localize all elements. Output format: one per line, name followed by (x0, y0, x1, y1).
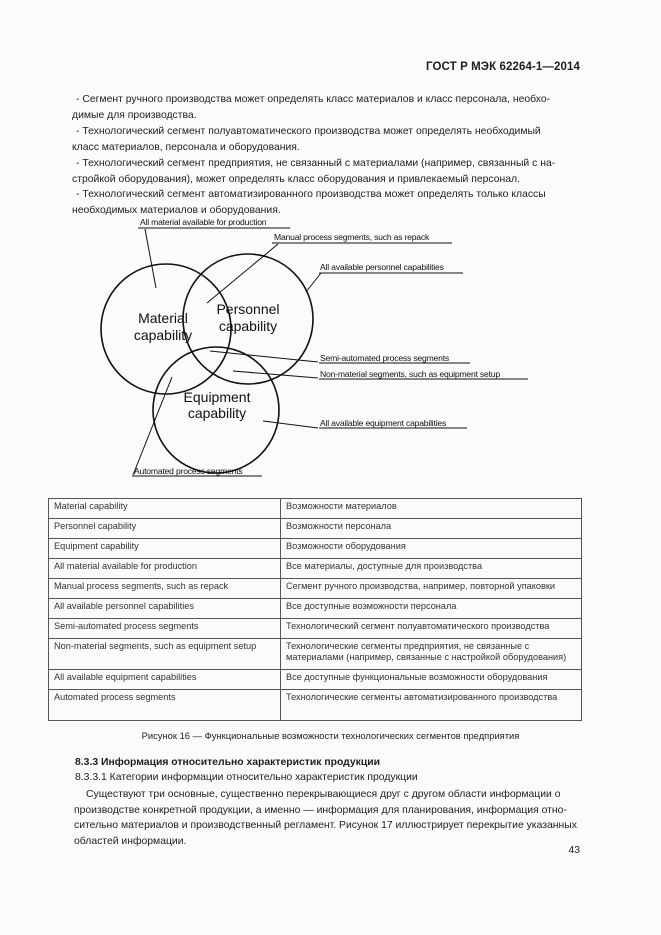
table-row (49, 559, 582, 579)
table-row (49, 539, 582, 559)
term-ru: Технологические сегменты предприятия, не связанные с материалами (например, связанные с настройкой оборудования) (281, 639, 582, 670)
term-ru: Возможности оборудования (281, 539, 582, 559)
callout-line (207, 244, 278, 303)
term-en: All available personnel capabilities (49, 599, 281, 619)
term-ru: Все доступные возможности персонала (281, 599, 582, 619)
table-row (49, 599, 582, 619)
term-en: All available equipment capabilities (49, 670, 281, 690)
intro-line: необходимых материалов и оборудования. (72, 205, 281, 217)
term-ru: Все доступные функциональные возможности оборудования (281, 670, 582, 690)
intro-line: - Технологический сегмент полуавтоматического производства может определять необходимый (76, 125, 541, 137)
personnel-label-2: capability (218, 318, 278, 334)
callout-all-personnel: All available personnel capabilities (320, 262, 444, 272)
term-ru: Технологический сегмент полуавтоматического производства (281, 619, 582, 639)
callout-semi-automated: Semi-automated process segments (320, 353, 449, 363)
table-row (49, 579, 582, 599)
figure-caption: Рисунок 16 — Функциональные возможности технологических сегментов предприятия (141, 730, 520, 741)
callout-line (233, 371, 318, 378)
table-row (49, 639, 582, 670)
term-en: All material available for production (49, 559, 281, 579)
term-en: Semi-automated process segments (49, 619, 281, 639)
term-en: Manual process segments, such as repack (49, 579, 281, 599)
intro-line: стройкой оборудования), может определять класс оборудования и привлекаемый персонал. (72, 173, 520, 185)
table-row (49, 690, 582, 721)
term-ru: Возможности персонала (281, 519, 582, 539)
term-en: Personnel capability (49, 519, 281, 539)
intro-line: димые для производства. (72, 109, 197, 121)
table-row (49, 499, 582, 519)
subsection-heading: 8.3.3.1 Категории информации относительно характеристик продукции (75, 772, 418, 783)
callout-all-material: All material available for production (140, 217, 267, 227)
intro-line: - Технологический сегмент предприятия, не связанный с материалами (например, связанный с на- (76, 157, 556, 169)
callout-non-material: Non-material segments, such as equipment setup (320, 369, 500, 379)
callout-automated: Automated process segments (134, 466, 243, 476)
equipment-label-1: Equipment (183, 389, 251, 405)
intro-line: - Технологический сегмент автоматизированного производства может определять только классы (76, 189, 546, 201)
material-label-1: Material (138, 310, 188, 326)
standard-header: ГОСТ Р МЭК 62264-1—2014 (426, 61, 580, 73)
closing-line: сительно материалов и производственный регламент. Рисунок 17 иллюстрирует перекрытие указанных (74, 820, 577, 832)
callout-line (145, 229, 156, 288)
equipment-label-2: capability (187, 405, 247, 421)
section-heading: 8.3.3 Информация относительно характеристик продукции (75, 757, 381, 768)
table-row (49, 619, 582, 639)
material-label-2: capability (133, 327, 193, 343)
page-number: 43 (568, 845, 580, 856)
closing-line: Существуют три основные, существенно перекрывающиеся друг с другом области информации о (86, 789, 561, 800)
table-row (49, 519, 582, 539)
table-row (49, 670, 582, 690)
term-en: Equipment capability (49, 539, 281, 559)
callout-manual: Manual process segments, such as repack (274, 232, 430, 242)
intro-line: класс материалов, персонала и оборудования. (72, 141, 300, 153)
terms-table (48, 498, 582, 721)
closing-line: производстве конкретной продукции, а именно — информация для планирования, информация отно- (74, 804, 567, 816)
term-ru: Сегмент ручного производства, например, повторной упаковки (281, 579, 582, 599)
personnel-label-1: Personnel (216, 301, 280, 317)
term-ru: Технологические сегменты автоматизированного производства (281, 690, 582, 721)
callout-all-equipment: All available equipment capabilities (320, 418, 447, 428)
closing-paragraph (74, 787, 582, 849)
intro-line: - Сегмент ручного производства может определять класс материалов и класс персонала, необхо- (76, 94, 551, 105)
term-ru: Возможности материалов (281, 499, 582, 519)
term-ru: Все материалы, доступные для производства (281, 559, 582, 579)
callout-line (306, 273, 321, 292)
term-en: Non-material segments, such as equipment setup (49, 639, 281, 670)
callout-line (133, 377, 172, 475)
closing-line: областей информации. (74, 835, 187, 847)
term-en: Material capability (49, 499, 281, 519)
callout-line (263, 421, 318, 428)
term-en: Automated process segments (49, 690, 281, 721)
